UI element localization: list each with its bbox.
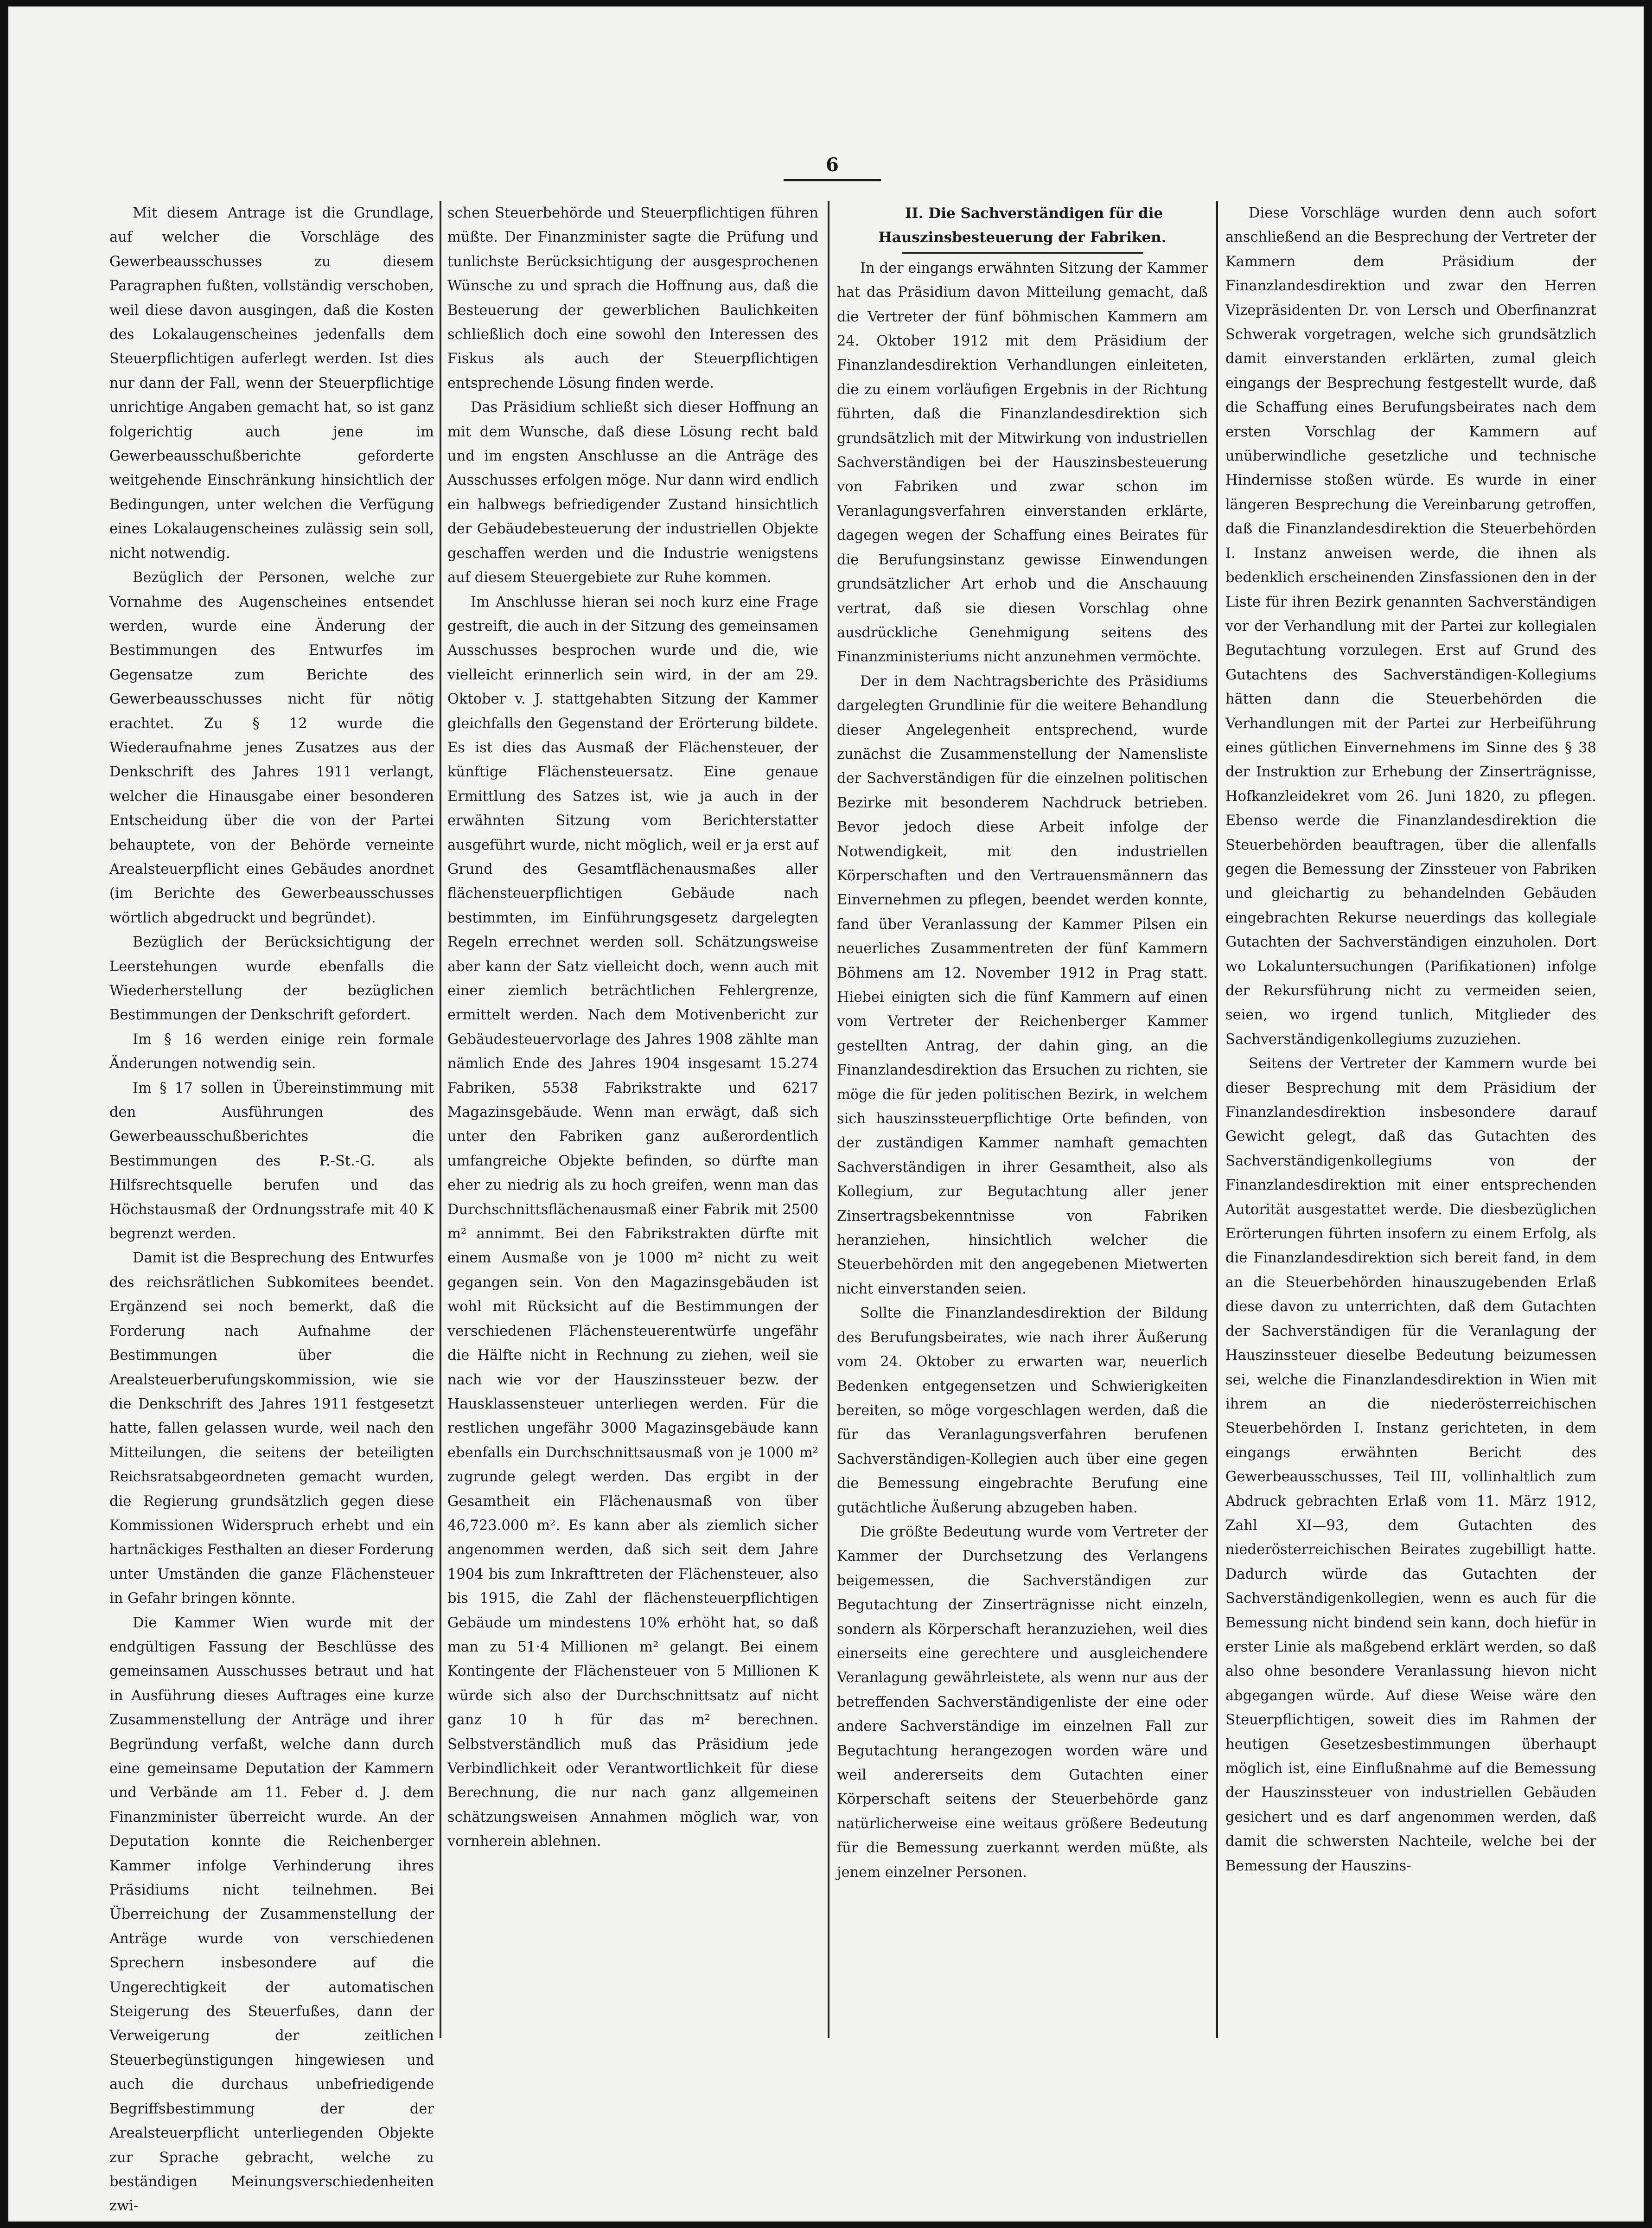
paragraph: Mit diesem Antrage ist die Grundlage, auf welcher die Vorschläge des Gewerbeausschusses zu diesem Paragraphen fußten, vollständig verschoben, weil diese davon ausgingen, daß die Kosten des Lokalaugenscheines jedenfalls dem Steuerpflichtigen auferlegt werden. Ist dies nur dann der Fall, wenn der Steuerpflichtige unrichtige Angaben gemacht hat, so ist ganz folgerichtig auch jene im Gewerbeausschußberichte geforderte weitgehende Einschränkung hinsichtlich der Bedingungen, unter welchen die Verfügung eines Lokalaugenscheines zulässig sein soll, nicht notwendig. bbox=[109, 205, 434, 562]
paragraph: Sollte die Finanzlandesdirektion der Bildung des Berufungsbeirates, wie nach ihrer Äußerung vom 24. Oktober zu erwarten war, neuerlich Bedenken entgegensetzen und Schwierigkeiten bereiten, so möge vorgeschlagen werden, daß die für das Veranlagungsverfahren berufenen Sachverständigen-Kollegien auch über eine gegen die Bemessung eingebrachte Berufung eine gutächtliche Äußerung abzugeben haben. bbox=[837, 1305, 1208, 1516]
page-number-underline bbox=[784, 179, 881, 181]
column-divider bbox=[1216, 201, 1218, 2038]
paragraph: Im § 17 sollen in Übereinstimmung mit den Ausführungen des Gewerbeausschußberichtes die Bestimmungen des P.-St.-G. als Hilfsrechtsquelle berufen und das Höchstausmaß der Ordnungsstrafe mit 40 K begrenzt werden. bbox=[109, 1080, 434, 1242]
newspaper-page bbox=[8, 6, 1644, 2222]
paragraph: In der eingangs erwähnten Sitzung der Kammer hat das Präsidium davon Mitteilung gemacht, daß die Vertreter der fünf böhmischen Kammern am 24. Oktober 1912 mit dem Präsidium der Finanzlandesdirektion Verhandlungen einleiteten, die zu einem vorläufigen Ergebnis in der Richtung führten, daß die Finanzlandesdirektion sich grundsätzlich mit der Mitwirkung von industriellen Sachverständigen bei der Hauszinsbesteuerung von Fabriken und zwar schon im Veranlagungsverfahren einverstanden erklärte, dagegen wegen der Schaffung eines Beirates für die Berufungsinstanz gewisse Einwendungen grundsätzlicher Art erhob und die Anschauung vertrat, daß sie diesen Vorschlag ohne ausdrückliche Genehmigung seitens des Finanzministeriums nicht anzunehmen vermöchte. bbox=[837, 260, 1208, 666]
paragraph: Damit ist die Besprechung des Entwurfes des reichsrätlichen Subkomitees beendet. Ergänzend sei noch bemerkt, daß die Forderung nach Aufnahme der Bestimmungen über die Arealsteuerberufungskommission, wie sie die Denkschrift des Jahres 1911 festgesetzt hatte, fallen gelassen wurde, weil nach den Mitteilungen, die seitens der beteiligten Reichsratsabgeordneten gemacht wurden, die Regierung grundsätzlich gegen diese Kommissionen Widerspruch erhebt und ein hartnäckiges Festhalten an dieser Forderung unter Umständen die ganze Flächensteuer in Gefahr bringen könnte. bbox=[109, 1250, 434, 1607]
page-number: 6 bbox=[826, 154, 839, 176]
column-1 bbox=[109, 201, 434, 2215]
paragraph: Der in dem Nachtragsberichte des Präsidiums dargelegten Grundlinie für die weitere Behandlung dieser Angelegenheit entsprechend, wurde zunächst die Zusammenstellung der Namensliste der Sachverständigen für die einzelnen politischen Bezirke mit besonderem Nachdruck betrieben. Bevor jedoch diese Arbeit infolge der Notwendigkeit, mit den industriellen Körperschaften und den Vertrauensmännern das Einvernehmen zu pflegen, beendet werden konnte, fand über Veranlassung der Kammer Pilsen ein neuerliches Zusammentreten der fünf Kammern Böhmens am 12. November 1912 in Prag statt. Hiebei einigten sich die fünf Kammern auf einen vom Vertreter der Reichenberger Kammer gestellten Antrag, der dahin ging, an die Finanzlandesdirektion das Ersuchen zu richten, sie möge die für jeden politischen Bezirk, in welchem sich hauszinssteuerpflichtige Orte befinden, von der zuständigen Kammer namhaft gemachten Sachverständigen in ihrer Gesamtheit, also als Kollegium, zur Begutachtung aller jener Zinsertragsbekenntnisse von Fabriken heranziehen, hinsichtlich welcher die Steuerbehörden mit den angegebenen Mietwerten nicht einverstanden seien. bbox=[837, 673, 1208, 1297]
paragraph: Diese Vorschläge wurden denn auch sofort anschließend an die Besprechung der Vertreter der Kammern dem Präsidium der Finanzlandesdirektion und zwar den Herren Vizepräsidenten Dr. von Lersch und Oberfinanzrat Schwerak vorgetragen, welche sich grundsätzlich damit einverstanden erklärten, zumal gleich eingangs der Besprechung festgestellt wurde, daß die Schaffung eines Berufungsbeirates nach dem ersten Vorschlag der Kammern auf unüberwindliche gesetzliche und technische Hindernisse stoßen würde. Es wurde in einer längeren Besprechung die Vereinbarung getroffen, daß die Finanzlandesdirektion die Steuerbehörden I. Instanz anweisen werde, die ihnen als bedenklich erscheinenden Zinsfassionen den in der Liste für ihren Bezirk genannten Sachverständigen vor der Verhandlung mit der Partei zur kollegialen Begutachtung vorzulegen. Erst auf Grund des Gutachtens des Sachverständigen-Kollegiums hätten dann die Steuerbehörden die Verhandlungen mit der Partei zur Herbeiführung eines gütlichen Einvernehmens im Sinne des § 38 der Instruktion zur Erhebung der Zinserträgnisse, Hofkanzleidekret vom 26. Juni 1820, zu pflegen. Ebenso werde die Finanzlandesdirektion die Steuerbehörden beauftragen, über die allenfalls gegen die Bemessung der Zinssteuer von Fabriken und gleichartig zu behandelnden Gebäuden eingebrachten Rekurse neuerdings das kollegiale Gutachten der Sachverständigen einzuholen. Dort wo Lokaluntersuchungen (Parifikationen) infolge der Rekursführung nicht zu vermeiden seien, seien, wo irgend tunlich, Mitglieder des Sachverständigenkollegiums zuzuziehen. bbox=[1225, 205, 1596, 1048]
section-heading: II. Die Sachverständigen für die Hauszinsbesteuerung der Fabriken. bbox=[878, 205, 1167, 246]
paragraph: Bezüglich der Personen, welche zur Vornahme des Augenscheines entsendet werden, wurde eine Änderung der Bestimmungen des Entwurfes im Gegensatze zum Berichte des Gewerbeausschusses nicht für nötig erachtet. Zu § 12 wurde die Wiederaufnahme jenes Zusatzes aus der Denkschrift des Jahres 1911 verlangt, welcher die Hinausgabe einer besonderen Entscheidung über die von der Partei behauptete, von der Behörde verneinte Arealsteuerpflicht eines Gebäudes anordnet (im Berichte des Gewerbeausschusses wörtlich abgedruckt und begründet). bbox=[109, 570, 434, 926]
paragraph: Seitens der Vertreter der Kammern wurde bei dieser Besprechung mit dem Präsidium der Finanzlandesdirektion insbesondere darauf Gewicht gelegt, daß das Gutachten des Sachverständigenkollegiums von der Finanzlandesdirektion mit einer entsprechenden Autorität ausgestattet werde. Die diesbezüglichen Erörterungen führten insofern zu einem Erfolg, als die Finanzlandesdirektion sich bereit fand, in dem an die Steuerbehörden hinauszugebenden Erlaß diese davon zu unterrichten, daß dem Gutachten der Sachverständigen für die Veranlagung der Hauszinssteuer dieselbe Bedeutung beizumessen sei, welche die Finanzlandesdirektion in Wien mit ihrem an die niederösterreichischen Steuerbehörden I. Instanz gerichteten, in dem eingangs erwähnten Bericht des Gewerbeausschusses, Teil III, vollinhaltlich zum Abdruck gebrachten Erlaß vom 11. März 1912, Zahl XI—93, dem Gutachten des niederösterreichischen Beirates zugebilligt hatte. Dadurch würde das Gutachten der Sachverständigenkollegien, wenn es auch für die Bemessung nicht bindend sein kann, doch hiefür in erster Linie als maßgebend erklärt werden, so daß also ohne besondere Veranlassung hievon nicht abgegangen würde. Auf diese Weise wäre den Steuerpflichtigen, soweit dies im Rahmen der heutigen Gesetzesbestimmungen überhaupt möglich ist, eine Einflußnahme auf die Bemessung der Hauszinssteuer von industriellen Gebäuden gesichert und es darf angenommen werden, daß damit die schwersten Nachteile, welche bei der Bemessung der Hauszins- bbox=[1225, 1056, 1596, 1874]
paragraph: Das Präsidium schließt sich dieser Hoffnung an mit dem Wunsche, daß diese Lösung recht bald und im engsten Anschlusse an die Anträge des Ausschusses erfolgen möge. Nur dann wird endlich ein halbwegs befriedigender Zustand hinsichtlich der Gebäudebesteuerung der industriellen Objekte geschaffen werden und die Industrie wenigstens auf diesem Steuergebiete zur Ruhe kommen. bbox=[447, 399, 818, 586]
paragraph: Im § 16 werden einige rein formale Änderungen notwendig sein. bbox=[109, 1031, 434, 1072]
paragraph: Im Anschlusse hieran sei noch kurz eine Frage gestreift, die auch in der Sitzung des gemeinsamen Ausschusses besprochen wurde und die, wie vielleicht erinnerlich sein wird, in der am 29. Oktober v. J. stattgehabten Sitzung der Kammer gleichfalls den Gegenstand der Erörterung bildete. Es ist dies das Ausmaß der Flächensteuer, der künftige Flächensteuersatz. Eine genaue Ermittlung des Satzes ist, wie ja auch in der erwähnten Sitzung vom Berichterstatter ausgeführt wurde, nicht möglich, weil er ja erst auf Grund des Gesamtflächenausmaßes aller flächensteuerpflichtigen Gebäude nach bestimmten, im Einführungsgesetz dargelegten Regeln errechnet werden soll. Schätzungsweise aber kann der Satz vielleicht doch, wenn auch mit einer ziemlich beträchtlichen Fehlergrenze, ermittelt werden. Nach dem Motivenbericht zur Gebäudesteuervorlage des Jahres 1908 zählte man nämlich Ende des Jahres 1904 insgesamt 15.274 Fabriken, 5538 Fabrikstrakte und 6217 Magazinsgebäude. Wenn man erwägt, daß sich unter den Fabriken ganz außerordentlich umfangreiche Objekte befinden, so dürfte man eher zu niedrig als zu hoch greifen, wenn man das Durchschnittsflächenausmaß einer Fabrik mit 2500 m² annimmt. Bei den Fabrikstrakten dürfte mit einem Ausmaße von je 1000 m² nicht zu weit gegangen sein. Von den Magazinsgebäuden ist wohl mit Rücksicht auf die Bestimmungen der verschiedenen Flächensteuerentwürfe ungefähr die Hälfte nicht in Rechnung zu ziehen, weil sie nach wie vor der Hauszinssteuer bezw. der Hausklassensteuer unterliegen werden. Für die restlichen ungefähr 3000 Magazinsgebäude kann ebenfalls ein Durchschnittsausmaß von je 1000 m² zugrunde gelegt werden. Das ergibt in der Gesamtheit ein Flächenausmaß von über 46,723.000 m². Es kann aber als ziemlich sicher angenommen werden, daß sich seit dem Jahre 1904 bis zum Inkrafttreten der Flächensteuer, also bis 1915, die Zahl der flächensteuerpflichtigen Gebäude um mindestens 10% erhöht hat, so daß man zu 51·4 Millionen m² gelangt. Bei einem Kontingente der Flächensteuer von 5 Millionen K würde sich also der Durchschnittsatz auf nicht ganz 10 h für das m² berechnen. Selbstverständlich muß das Präsidium jede Verbindlichkeit oder Verantwortlichkeit für diese Berechnung, die nur nach ganz allgemeinen schätzungsweisen Annahmen möglich war, von vornherein ablehnen. bbox=[447, 594, 818, 1850]
paragraph: Die Kammer Wien wurde mit der endgültigen Fassung der Beschlüsse des gemeinsamen Ausschusses betraut und hat in Ausführung dieses Auftrages eine kurze Zusammenstellung der Anträge und ihrer Begründung verfaßt, welche dann durch eine gemeinsame Deputation der Kammern und Verbände am 11. Feber d. J. dem Finanzminister überreicht wurde. An der Deputation konnte die Reichenberger Kammer infolge Verhinderung ihres Präsidiums nicht teilnehmen. Bei Überreichung der Zusammenstellung der Anträge wurde von verschiedenen Sprechern insbesondere auf die Ungerechtigkeit der automatischen Steigerung des Steuerfußes, dann der Verweigerung der zeitlichen Steuerbegünstigungen hingewiesen und auch die durchaus unbefriedigende Begriffsbestimmung der der Arealsteuerpflicht unterliegenden Objekte zur Sprache gebracht, welche zu beständigen Meinungsverschiedenheiten zwi- bbox=[109, 1614, 434, 2215]
column-divider bbox=[828, 201, 829, 2038]
section-heading-underline bbox=[902, 252, 1143, 254]
paragraph: Bezüglich der Berücksichtigung der Leerstehungen wurde ebenfalls die Wiederherstellung der bezüglichen Bestimmungen der Denkschrift gefordert. bbox=[109, 934, 434, 1024]
paragraph: schen Steuerbehörde und Steuerpflichtigen führen müßte. Der Finanzminister sagte die Prüfung und tunlichste Berücksichtigung der ausgesprochenen Wünsche zu und sprach die Hoffnung aus, daß die Besteuerung der gewerblichen Baulichkeiten schließlich doch eine sowohl den Interessen des Fiskus als auch der Steuerpflichtigen entsprechende Lösung finden werde. bbox=[447, 205, 818, 391]
column-divider bbox=[440, 201, 441, 2038]
column-4 bbox=[1225, 201, 1596, 2038]
column-3 bbox=[837, 201, 1208, 2038]
column-2 bbox=[447, 201, 818, 2038]
paragraph: Die größte Bedeutung wurde vom Vertreter der Kammer der Durchsetzung des Verlangens beigemessen, die Sachverständigen zur Begutachtung der Zinserträgnisse nicht einzeln, sondern als Körperschaft heranzuziehen, weil dies einerseits eine gerechtere und ausgleichendere Veranlagung gewährleistete, als wenn nur aus der betreffenden Sachverständigenliste der eine oder andere Sachverständige im einzelnen Fall zur Begutachtung herangezogen worden wäre und weil andererseits dem Gutachten einer Körperschaft seitens der Steuerbehörde ganz natürlicherweise eine weitaus größere Bedeutung für die Bemessung zuerkannt werden müßte, als jenem einzelner Personen. bbox=[837, 1524, 1208, 1881]
